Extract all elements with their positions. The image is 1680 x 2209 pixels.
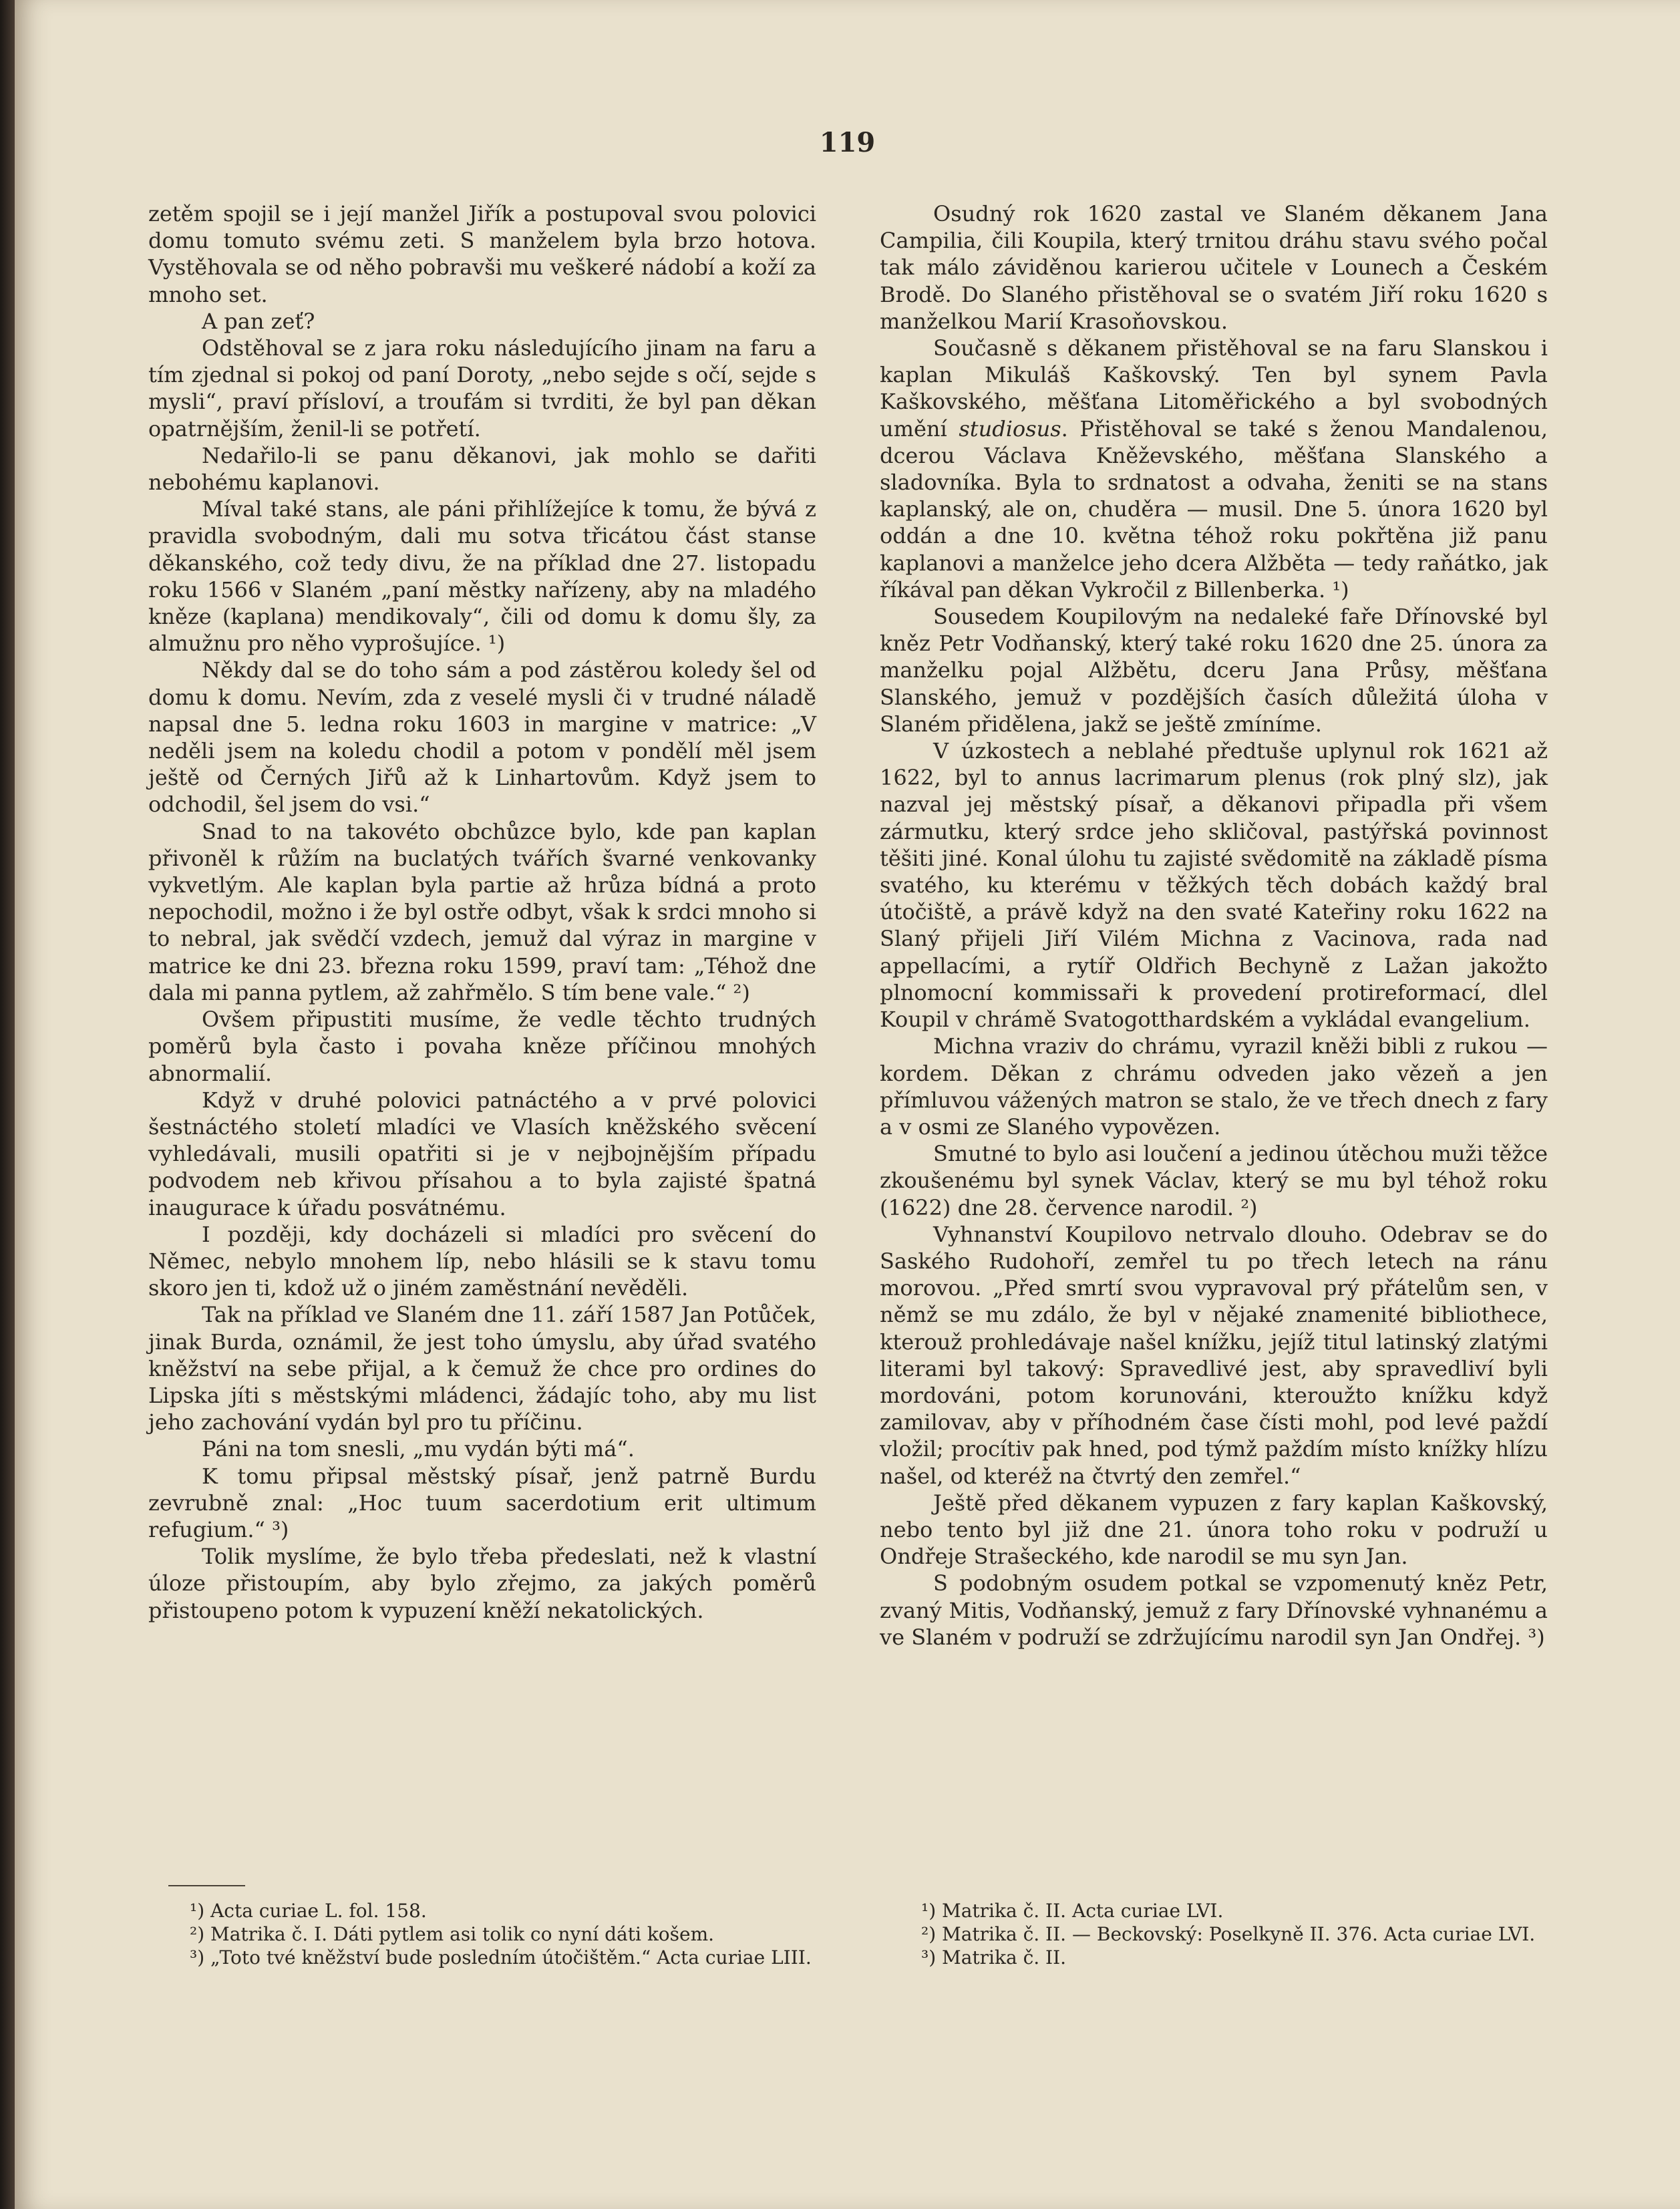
paragraph: K tomu připsal městský písař, jenž patrně Burdu zevrubně znal: „Hoc tuum sacerdotium erit ultimum refugium.“ ³) bbox=[148, 1463, 816, 1542]
book-spine-shadow bbox=[0, 0, 15, 2209]
paragraph: S podobným osudem potkal se vzpomenutý kněz Petr, zvaný Mitis, Vodňanský, jemuž z fary Dřínovské vyhnanému a ve Slaném v podruží se zdržujícímu narodil syn Jan Ondřej. ³) bbox=[880, 1570, 1548, 1650]
paragraph: Odstěhoval se z jara roku následujícího jinam na faru a tím zjednal si pokoj od paní Doroty, „nebo sejde s očí, sejde s mysli“, praví přísloví, a troufám si tvrditi, že byl pan děkan opatrnějším, ženil-li se potřetí. bbox=[148, 335, 816, 442]
italic-term: studiosus bbox=[959, 415, 1061, 442]
paragraph: A pan zeť? bbox=[202, 308, 315, 334]
paragraph: zetěm spojil se i její manžel Jiřík a postupoval svou polovici domu tomuto svému zeti. S manželem byla brzo hotova. Vystěhovala se od něho pobravši mu veškeré nádobí a koží za mnoho set. bbox=[148, 201, 816, 307]
right-footnotes bbox=[880, 1899, 1548, 1969]
footnote: ¹) Matrika č. II. Acta curiae LVI. bbox=[921, 1900, 1224, 1922]
footnote-divider bbox=[168, 1885, 245, 1886]
paragraph: Páni na tom snesli, „mu vydán býti má“. bbox=[202, 1436, 635, 1462]
paragraph: Snad to na takovéto obchůzce bylo, kde pan kaplan přivoněl k růžím na buclatých tvářích švarné venkovanky vykvetlým. Ale kaplan byla partie až hrůza bídná a proto nepochodil, možno i že byl ostře odbyt, však k srdci mnoho si to nebral, jak svědčí vzdech, jemuž dal výraz in margine v matrice ke dni 23. března roku 1599, praví tam: „Téhož dne dala mi panna pytlem, až zahřmělo. S tím bene vale.“ ²) bbox=[148, 818, 816, 1005]
footnote: ²) Matrika č. II. — Beckovský: Poselkyně II. 376. Acta curiae LVI. bbox=[921, 1923, 1536, 1945]
paragraph: Tak na příklad ve Slaném dne 11. září 1587 Jan Potůček, jinak Burda, oznámil, že jest toho úmyslu, aby úřad svatého kněžství na sebe přijal, a k čemuž že chce pro ordines do Lipska jíti s městskými mládenci, žádajíc toho, aby mu list jeho zachování vydán byl pro tu příčinu. bbox=[148, 1302, 816, 1435]
paragraph: Osudný rok 1620 zastal ve Slaném děkanem Jana Campilia, čili Koupila, který trnitou dráhu stavu svého počal tak málo záviděnou karierou učitele v Lounech a Českém Brodě. Do Slaného přistěhoval se o svatém Jiří roku 1620 s manželkou Marií Krasoňovskou. bbox=[880, 201, 1548, 334]
paragraph: Michna vraziv do chrámu, vyrazil kněži bibli z rukou — kordem. Děkan z chrámu odveden jako vězeň a jen přímluvou vážených matron se stalo, že ve třech dnech z fary a v osmi ze Slaného vypovězen. bbox=[880, 1033, 1548, 1140]
footnote: ²) Matrika č. I. Dáti pytlem asi tolik co nyní dáti košem. bbox=[190, 1923, 715, 1945]
left-footnotes bbox=[148, 1899, 816, 1969]
paragraph: Když v druhé polovici patnáctého a v prvé polovici šestnáctého století mladíci ve Vlasích kněžského svěcení vyhledávali, musili opatřiti si je v nejbojnějším případu podvodem neb křivou přísahou a to byla zajisté špatná inaugurace k úřadu posvátnému. bbox=[148, 1087, 816, 1220]
paragraph: Nedařilo-li se panu děkanovi, jak mohlo se dařiti nebohému kaplanovi. bbox=[148, 442, 816, 496]
paragraph: I později, kdy docházeli si mladíci pro svěcení do Němec, nebylo mnohem líp, nebo hlásili se k stavu tomu skoro jen ti, kdož už o jiném zaměstnání nevěděli. bbox=[148, 1221, 816, 1301]
paragraph-text: Současně s děkanem přistěhoval se na faru Slanskou i kaplan Mikuláš Kaškovský. Ten byl synem Pavla Kaškovského, měšťana Litoměřického a byl svobodných umění bbox=[880, 335, 1548, 442]
paragraph: Ovšem připustiti musíme, že vedle těchto trudných poměrů byla často i povaha kněze příčinou mnohých abnormalií. bbox=[148, 1007, 816, 1086]
right-text-column bbox=[880, 200, 1548, 1651]
paragraph: Míval také stans, ale páni přihlížejíce k tomu, že bývá z pravidla svobodným, dali mu sotva třicátou část stanse děkanského, což tedy divu, že na příklad dne 27. listopadu roku 1566 v Slaném „paní městky nařízeny, aby na mladého kněze (kaplana) mendikovaly“, čili od domu k domu šly, za almužnu pro něho vyprošujíce. ¹) bbox=[148, 496, 816, 657]
paragraph: Tolik myslíme, že bylo třeba předeslati, než k vlastní úloze přistoupím, aby bylo zřejmo, za jakých poměrů přistoupeno potom k vypuzení kněží nekatolických. bbox=[148, 1544, 816, 1623]
left-text-column bbox=[148, 200, 816, 1624]
footnote: ¹) Acta curiae L. fol. 158. bbox=[190, 1900, 427, 1922]
paragraph: Někdy dal se do toho sám a pod zástěrou koledy šel od domu k domu. Nevím, zda z veselé mysli či v trudné náladě napsal dne 5. ledna roku 1603 in margine v matrice: „V neděli jsem na koledu chodil a potom v pondělí měl jsem ještě od Černých Jiřů až k Linhartovům. Když jsem to odchodil, šel jsem do vsi.“ bbox=[148, 657, 816, 818]
paragraph: Vyhnanství Koupilovo netrvalo dlouho. Odebrav se do Saského Rudohoří, zemřel tu po třech letech na ránu morovou. „Před smrtí svou vypravoval prý přátelům sen, v němž se mu zdálo, že byl v nějaké znamenité bibliothece, kterouž prohledávaje našel knížku, jejíž titul latinský zlatými literami byl takový: Spravedlivé jest, aby spravedliví byli mordováni, potom korunováni, kteroužto knížku když zamilovav, aby v příhodném čase čísti mohl, pod levé paždí vložil; procítiv pak hned, pod týmž paždím místo knížky hlízu našel, od kteréž na čtvrtý den zemřel.“ bbox=[880, 1221, 1548, 1489]
footnote: ³) Matrika č. II. bbox=[921, 1946, 1067, 1969]
page-number: 119 bbox=[819, 127, 876, 158]
paragraph: Smutné to bylo asi loučení a jedinou útěchou muži těžce zkoušenému byl synek Václav, který se mu byl téhož roku (1622) dne 28. července narodil. ²) bbox=[880, 1141, 1548, 1220]
paragraph: Sousedem Koupilovým na nedaleké faře Dřínovské byl kněz Petr Vodňanský, který také roku 1620 dne 25. února za manželku pojal Alžbětu, dceru Jana Průsy, měšťana Slanského, jemuž v pozdějších časích důležitá úloha v Slaném přidělena, jakž se ještě zmíníme. bbox=[880, 604, 1548, 737]
footnote: ³) „Toto tvé kněžství bude posledním útočištěm.“ Acta curiae LIII. bbox=[190, 1946, 812, 1969]
paragraph-text: . Přistěhoval se také s ženou Mandalenou, dcerou Václava Kněževského, měšťana Slanského a sladovníka. Byla to srdnatost a odvaha, ženiti se na stans kaplanský, ale on, chuděra — musil. Dne 5. února 1620 byl oddán a dne 10. května téhož roku pokřtěna již panu kaplanovi a manželce jeho dcera Alžběta — tedy raňátko, jak říkával pan děkan Vykročil z Billenberka. ¹) bbox=[880, 415, 1548, 603]
paragraph: Ještě před děkanem vypuzen z fary kaplan Kaškovský, nebo tento byl již dne 21. února toho roku v podruží u Ondřeje Strašeckého, kde narodil se mu syn Jan. bbox=[880, 1490, 1548, 1570]
book-page bbox=[15, 0, 1680, 2209]
paragraph bbox=[880, 335, 1548, 603]
paragraph: V úzkostech a neblahé předtuše uplynul rok 1621 až 1622, byl to annus lacrimarum plenus (rok plný slz), jak nazval jej městský písař, a děkanovi připadla při všem zármutku, který srdce jeho skličoval, pastýřská povinnost těšiti jiné. Konal úlohu tu zajisté svědomitě na základě písma svatého, ku kterému v těžkých těch dobách každý bral útočiště, a právě když na den svaté Kateřiny roku 1622 na Slaný přijeli Jiří Vilém Michna z Vacinova, rada nad appellacími, a rytíř Oldřich Bechyně z Lažan jakožto plnomocní kommissaři k provedení protireformací, dlel Koupil v chrámě Svatogotthardském a vykládal evangelium. bbox=[880, 738, 1548, 1033]
